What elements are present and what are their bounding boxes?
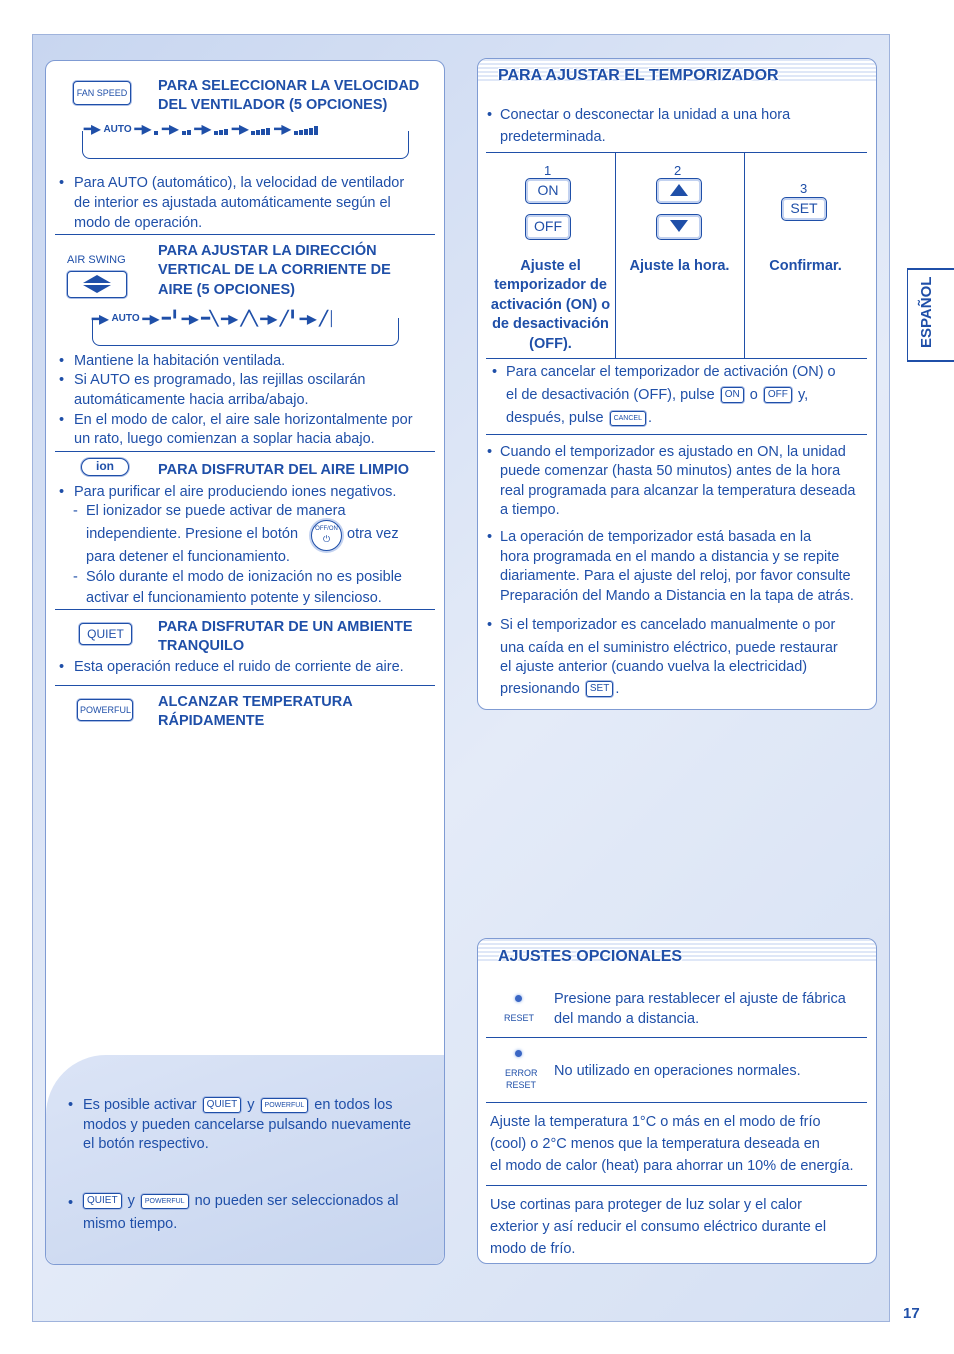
air-swing-sequence: ━▶ AUTO ━▶ ━╹ ━▶ ━╲ ━▶ ╱╲ ━▶ ╱╹ ━▶ ╱│ — [92, 310, 337, 326]
time-down-button — [656, 214, 702, 240]
cancel-period: . — [647, 410, 653, 426]
ion-text-3: independiente. Presione el botón — [86, 526, 299, 542]
quiet-inline-button: QUIET — [83, 1193, 122, 1209]
reset-label: RESET — [504, 1013, 535, 1023]
ion-text-7: activar el funcionamiento potente y silencioso. — [86, 590, 382, 606]
divider — [55, 451, 435, 452]
step-1-line-2: temporizador de — [494, 277, 607, 293]
fan-level-5-icon — [294, 124, 319, 135]
timer-note-3-3: el ajuste anterior (cuando vuelva la electricidad) — [500, 659, 808, 675]
note-1-text-b: en todos los — [314, 1097, 393, 1113]
power-icon: ⏻ — [322, 534, 331, 544]
louver-position-1-icon: ━╹ — [162, 310, 179, 326]
fan-level-4-icon — [251, 124, 271, 135]
step-1-line-3: activación (ON) o — [490, 297, 611, 313]
timer-note-1-1: Cuando el temporizador es ajustado en ON, la unidad — [500, 444, 846, 460]
reset-text-1: Presione para restablecer el ajuste de fábrica — [554, 991, 846, 1007]
cancel-text-b: y, — [797, 387, 809, 403]
bullet-dot: • — [59, 175, 65, 191]
quiet-inline-button: QUIET — [203, 1097, 242, 1113]
louver-position-3-icon: ╱╲ — [240, 310, 258, 326]
error-reset-button-dot — [515, 1050, 522, 1057]
powerful-title-2: RÁPIDAMENTE — [158, 713, 265, 729]
off-inline-button: OFF — [764, 387, 792, 403]
bullet-dot: • — [59, 484, 65, 500]
note-1-line-2: modos y pueden cancelarse pulsando nuevamente — [83, 1117, 412, 1133]
powerful-inline-button: POWERFUL — [261, 1098, 309, 1113]
ion-text-2: El ionizador se puede activar de manera — [86, 503, 346, 519]
air-swing-title-3: AIRE (5 OPCIONES) — [158, 282, 295, 298]
fan-speed-title-1: PARA SELECCIONAR LA VELOCIDAD — [158, 78, 420, 94]
powerful-inline-button: POWERFUL — [141, 1194, 189, 1209]
up-arrow-icon — [670, 184, 688, 196]
set-button: SET — [781, 197, 827, 221]
louver-position-4-icon: ╱╹ — [280, 310, 297, 326]
tip-1-line-3: el modo de calor (heat) para ahorrar un 10% de energía. — [490, 1158, 854, 1174]
timer-note-3-2: una caída en el suministro eléctrico, puede restaurar — [500, 640, 838, 656]
fan-speed-text-1: Para AUTO (automático), la velocidad de ventilador — [74, 175, 405, 191]
dash: - — [73, 569, 78, 585]
bullet-dot: • — [59, 659, 65, 675]
air-swing-text-4: En el modo de calor, el aire sale horizontalmente por — [74, 412, 413, 428]
ion-button: ion — [81, 458, 129, 476]
quiet-text-1: Esta operación reduce el ruido de corriente de aire. — [74, 659, 404, 675]
fan-speed-sequence: ━▶ AUTO ━▶ ━▶ ━▶ ━▶ ━▶ — [84, 122, 319, 136]
timer-note-2-3: diariamente. Para el ajuste del reloj, por favor consulte — [500, 568, 851, 584]
timer-note-1-3: real programada para alcanzar la temperatura deseada — [500, 483, 856, 499]
air-swing-title-1: PARA AJUSTAR LA DIRECCIÓN — [158, 243, 377, 259]
note-1-line-3: el botón respectivo. — [83, 1136, 209, 1152]
timer-note-3-period: . — [615, 681, 620, 697]
cancel-inline-button: CANCEL — [610, 411, 646, 426]
auto-label: AUTO — [111, 313, 140, 324]
error-reset-label: RESET — [506, 1080, 537, 1090]
air-swing-title-2: VERTICAL DE LA CORRIENTE DE — [158, 262, 391, 278]
tip-2-line-2: exterior y así reducir el consumo eléctrico durante el — [490, 1219, 827, 1235]
fan-speed-title-2: DEL VENTILADOR (5 OPCIONES) — [158, 97, 388, 113]
ion-off-on-label: OFF/ON — [315, 526, 338, 532]
timer-note-2-2: hora programada en el mando a distancia y se repite — [500, 549, 840, 565]
error-label: ERROR — [505, 1068, 538, 1078]
air-swing-label: AIR SWING — [67, 254, 126, 266]
louver-position-5-icon: ╱│ — [319, 310, 337, 326]
timer-note-2-1: La operación de temporizador está basada en la — [500, 529, 812, 545]
note-1-y: y — [247, 1097, 255, 1113]
fan-level-1-icon — [154, 124, 159, 135]
ion-text-5: para detener el funcionamiento. — [86, 549, 290, 565]
divider — [55, 234, 435, 235]
set-inline-button: SET — [586, 681, 613, 697]
cancel-text-a: el de desactivación (OFF), pulse — [506, 387, 715, 403]
cancel-line-3 — [506, 408, 652, 428]
timer-note-3-4 — [500, 679, 619, 699]
note-2-line-1 — [83, 1191, 433, 1211]
step-1-number: 1 — [544, 163, 552, 178]
timer-on-button: ON — [525, 178, 571, 204]
divider — [55, 609, 435, 610]
divider — [55, 685, 435, 686]
ion-text-6: Sólo durante el modo de ionización no es posible — [86, 569, 402, 585]
quiet-title-1: PARA DISFRUTAR DE UN AMBIENTE — [158, 619, 413, 635]
swing-arrows-icon — [69, 272, 125, 296]
bullet-dot: • — [59, 353, 65, 369]
dash: - — [73, 503, 78, 519]
step-2-number: 2 — [674, 163, 682, 178]
reset-button-dot — [515, 995, 522, 1002]
air-swing-text-5: un rato, luego comienzan a soplar hacia abajo. — [74, 431, 375, 447]
timer-panel — [477, 58, 877, 710]
quiet-title-2: TRANQUILO — [158, 638, 245, 654]
bullet-dot: • — [487, 529, 493, 545]
timer-note-1-2: puede comenzar (hasta 50 minutos) antes de la hora — [500, 463, 841, 479]
note-2-text-b: no pueden ser seleccionados al — [194, 1193, 399, 1209]
fan-speed-text-2: de interior es ajustada automáticamente según el — [74, 195, 391, 211]
language-label: ESPAÑOL — [918, 276, 935, 348]
timer-intro-1: Conectar o desconectar la unidad a una hora — [500, 107, 791, 123]
bullet-dot: • — [68, 1097, 74, 1113]
optional-title: AJUSTES OPCIONALES — [498, 948, 683, 965]
on-inline-button: ON — [721, 387, 744, 403]
fan-speed-text-3: modo de operación. — [74, 215, 203, 231]
ion-text-1: Para purificar el aire produciendo iones negativos. — [74, 484, 397, 500]
reset-text-2: del mando a distancia. — [554, 1011, 700, 1027]
powerful-button: POWERFUL — [77, 699, 133, 721]
timer-off-button: OFF — [525, 214, 571, 240]
bullet-dot: • — [487, 444, 493, 460]
down-arrow-icon — [670, 220, 688, 232]
bullet-dot: • — [68, 1195, 74, 1211]
cancel-line-2 — [506, 385, 866, 405]
divider — [486, 1102, 867, 1103]
step-1-line-1: Ajuste el — [520, 258, 581, 274]
tip-1-line-2: (cool) o 2°C menos que la temperatura deseada en — [490, 1136, 820, 1152]
note-2-line-2: mismo tiempo. — [83, 1216, 178, 1232]
tip-2-line-3: modo de frío. — [490, 1241, 576, 1257]
fan-speed-button: FAN SPEED — [73, 81, 131, 105]
divider — [486, 1037, 867, 1038]
bullet-dot: • — [492, 364, 498, 380]
cancel-line-1: Para cancelar el temporizador de activación (ON) o — [506, 364, 836, 380]
step-1-line-4: de desactivación — [492, 316, 609, 332]
air-swing-text-2: Si AUTO es programado, las rejillas oscilarán — [74, 372, 366, 388]
note-1-line-1 — [83, 1095, 428, 1115]
error-text: No utilizado en operaciones normales. — [554, 1063, 801, 1079]
column-divider — [615, 152, 616, 358]
ion-title: PARA DISFRUTAR DEL AIRE LIMPIO — [158, 462, 410, 478]
step-3-number: 3 — [800, 181, 808, 196]
powerful-title-1: ALCANZAR TEMPERATURA — [158, 694, 353, 710]
column-divider — [744, 152, 745, 358]
tip-1-line-1: Ajuste la temperatura 1°C o más en el modo de frío — [490, 1114, 821, 1130]
louver-position-2-icon: ━╲ — [201, 310, 219, 326]
timer-note-2-4: Preparación del Mando a Distancia en la tapa de atrás. — [500, 588, 854, 604]
fan-level-3-icon — [214, 124, 229, 135]
divider — [486, 358, 867, 359]
cancel-text-c: después, pulse — [506, 410, 604, 426]
air-swing-button — [67, 271, 127, 298]
bullet-dot: • — [487, 617, 493, 633]
timer-intro-2: predeterminada. — [500, 129, 606, 145]
divider — [486, 1185, 867, 1186]
bullet-dot: • — [59, 372, 65, 388]
bullet-dot: • — [487, 107, 493, 123]
auto-label: AUTO — [103, 123, 132, 135]
bullet-dot: • — [59, 412, 65, 428]
timer-note-3-1: Si el temporizador es cancelado manualmente o por — [500, 617, 836, 633]
timer-title: PARA AJUSTAR EL TEMPORIZADOR — [498, 67, 779, 84]
fan-level-2-icon — [182, 124, 192, 135]
ion-off-on-button — [311, 520, 342, 551]
timer-note-1-4: a tiempo. — [500, 502, 560, 518]
timer-note-3-text-a: presionando — [500, 681, 580, 697]
step-2-text: Ajuste la hora. — [629, 258, 730, 274]
air-swing-text-3: automáticamente hacia arriba/abajo. — [74, 392, 309, 408]
optional-settings-panel — [477, 938, 877, 1264]
step-3-text: Confirmar. — [769, 258, 842, 274]
divider — [486, 434, 867, 435]
note-2-y: y — [127, 1193, 135, 1209]
time-up-button — [656, 178, 702, 204]
quiet-button: QUIET — [79, 623, 132, 645]
tip-2-line-1: Use cortinas para proteger de luz solar y el calor — [490, 1197, 802, 1213]
step-1-line-5: (OFF). — [529, 336, 572, 352]
note-1-text-a: Es posible activar — [83, 1097, 197, 1113]
cancel-o: o — [749, 387, 758, 403]
page-number: 17 — [903, 1305, 920, 1322]
divider — [486, 152, 867, 153]
air-swing-text-1: Mantiene la habitación ventilada. — [74, 353, 286, 369]
ion-text-4: otra vez — [347, 526, 399, 542]
